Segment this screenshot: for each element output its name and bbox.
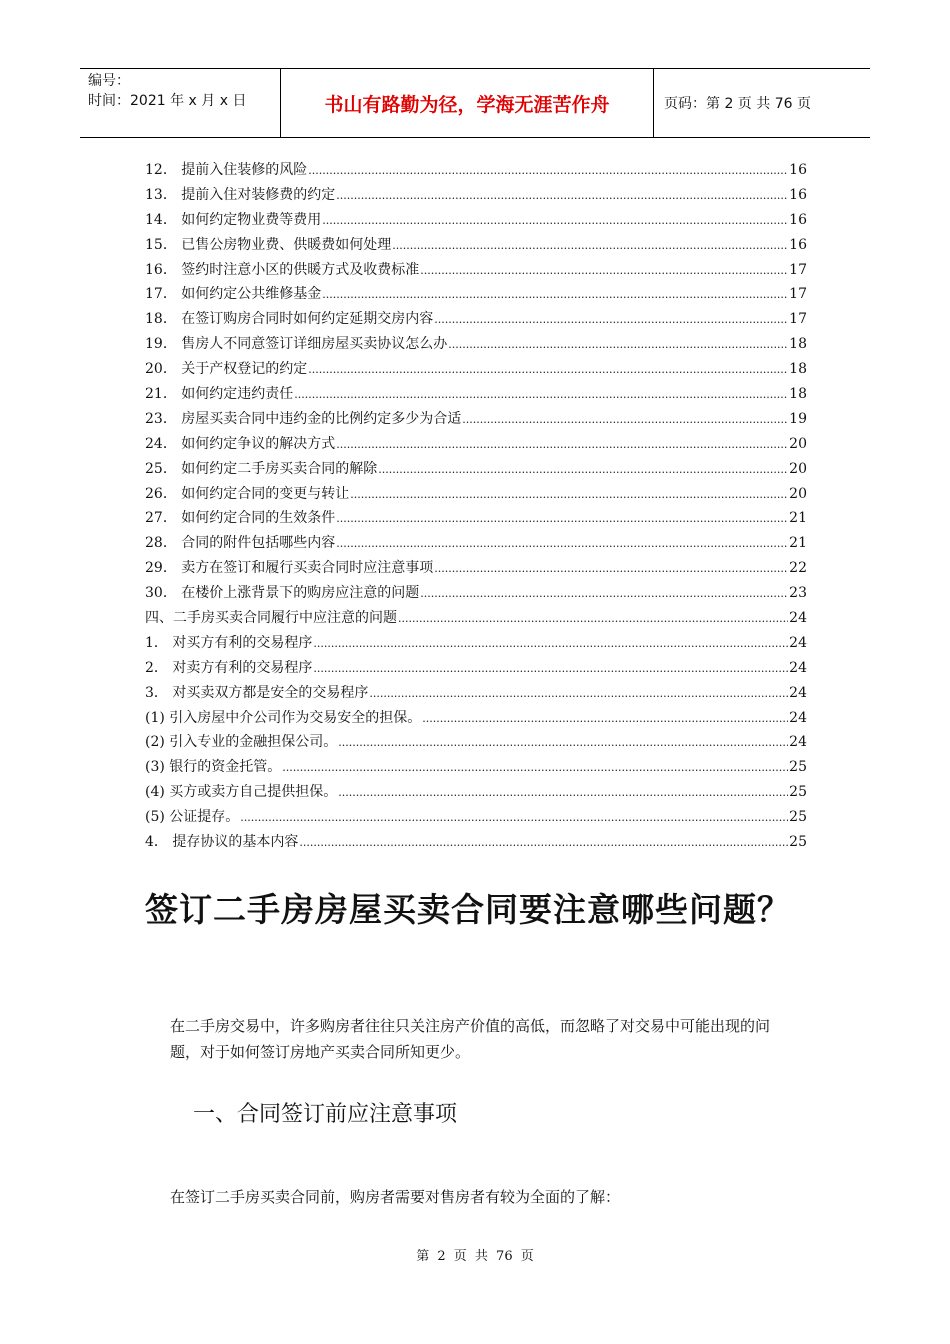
- toc-entry-label: 27． 如何约定合同的生效条件: [145, 510, 336, 527]
- toc-entry-page: 25: [789, 834, 807, 851]
- toc-entry-label: (1) 引入房屋中介公司作为交易安全的担保。: [145, 709, 422, 726]
- toc-leader-dots: [420, 259, 788, 284]
- page-footer: 第 2 页 共 76 页: [416, 1249, 534, 1264]
- toc-entry-page: 24: [789, 634, 807, 651]
- toc-entry[interactable]: [145, 581, 807, 606]
- toc-entry-page: 20: [789, 435, 807, 452]
- toc-leader-dots: [313, 657, 788, 682]
- toc-entry[interactable]: [145, 531, 807, 556]
- toc-leader-dots: [336, 184, 788, 209]
- toc-entry[interactable]: [145, 606, 807, 631]
- toc-entry-page: 18: [789, 336, 807, 353]
- toc-entry-label: 29． 卖方在签订和履行买卖合同时应注意事项: [145, 560, 434, 577]
- toc-entry[interactable]: [145, 382, 807, 407]
- toc-entry-label: 4． 提存协议的基本内容: [145, 834, 299, 851]
- toc-entry-page: 21: [789, 510, 807, 527]
- toc-entry-label: (4) 买方或卖方自己提供担保。: [145, 784, 338, 801]
- header-motto: 书山有路勤为径，学海无涯苦作舟: [281, 69, 654, 137]
- toc-entry[interactable]: [145, 282, 807, 307]
- toc-entry-label: 18． 在签订购房合同时如何约定延期交房内容: [145, 311, 434, 328]
- toc-entry-label: 16． 签约时注意小区的供暖方式及收费标准: [145, 261, 420, 278]
- toc-entry[interactable]: [145, 706, 807, 731]
- toc-entry[interactable]: [145, 258, 807, 283]
- toc-leader-dots: [350, 483, 788, 508]
- toc-entry[interactable]: [145, 482, 807, 507]
- toc-entry-label: 24． 如何约定争议的解决方式: [145, 435, 336, 452]
- toc-leader-dots: [434, 308, 788, 333]
- toc-entry-page: 24: [789, 610, 807, 627]
- toc-entry-label: 13． 提前入住对装修费的约定: [145, 186, 336, 203]
- document-time-label: 时间：2021 年 x 月 x 日: [88, 93, 247, 109]
- toc-entry[interactable]: [145, 332, 807, 357]
- toc-entry-label: 17． 如何约定公共维修基金: [145, 286, 322, 303]
- section-paragraph: 在签订二手房买卖合同前，购房者需要对售房者有较为全面的了解：: [170, 1188, 621, 1206]
- toc-entry-page: 25: [789, 809, 807, 826]
- toc-entry-page: 22: [789, 560, 807, 577]
- toc-leader-dots: [434, 557, 788, 582]
- toc-entry-page: 16: [789, 186, 807, 203]
- toc-entry-page: 18: [789, 361, 807, 378]
- intro-paragraph: 在二手房交易中，许多购房者往往只关注房产价值的高低，而忽略了对交易中可能出现的问题，对于如何签订房地产买卖合同所知更少。: [170, 1017, 771, 1061]
- toc-entry-page: 25: [789, 784, 807, 801]
- toc-leader-dots: [462, 408, 788, 433]
- toc-entry-page: 24: [789, 684, 807, 701]
- toc-entry[interactable]: [145, 556, 807, 581]
- toc-entry[interactable]: [145, 233, 807, 258]
- toc-leader-dots: [398, 607, 788, 632]
- toc-entry-label: 3． 对买卖双方都是安全的交易程序: [145, 684, 369, 701]
- toc-leader-dots: [282, 756, 788, 781]
- toc-entry-label: 20． 关于产权登记的约定: [145, 361, 308, 378]
- toc-entry-page: 25: [789, 759, 807, 776]
- toc-entry[interactable]: [145, 183, 807, 208]
- document-number-label: 编号：: [88, 73, 130, 89]
- toc-entry-label: 30． 在楼价上涨背景下的购房应注意的问题: [145, 585, 420, 602]
- toc-entry-label: 14． 如何约定物业费等费用: [145, 211, 322, 228]
- toc-leader-dots: [338, 731, 788, 756]
- main-title: 签订二手房房屋买卖合同要注意哪些问题？: [145, 890, 791, 929]
- toc-leader-dots: [422, 707, 788, 732]
- toc-entry-page: 19: [789, 410, 807, 427]
- toc-entry-page: 24: [789, 734, 807, 751]
- toc-leader-dots: [336, 433, 788, 458]
- toc-entry[interactable]: [145, 407, 807, 432]
- toc-entry[interactable]: [145, 631, 807, 656]
- toc-leader-dots: [294, 383, 788, 408]
- toc-entry[interactable]: [145, 208, 807, 233]
- table-of-contents: [145, 158, 807, 855]
- toc-entry-label: (2) 引入专业的金融担保公司。: [145, 734, 338, 751]
- toc-leader-dots: [378, 458, 788, 483]
- toc-entry[interactable]: [145, 780, 807, 805]
- document-header: [80, 68, 870, 138]
- toc-leader-dots: [420, 582, 788, 607]
- toc-leader-dots: [308, 159, 788, 184]
- toc-entry-label: 12． 提前入住装修的风险: [145, 162, 308, 178]
- toc-entry-label: (5) 公证提存。: [145, 809, 240, 826]
- toc-entry-page: 16: [789, 236, 807, 253]
- toc-leader-dots: [308, 358, 788, 383]
- toc-entry-page: 17: [789, 261, 807, 278]
- section-title: 一、合同签订前应注意事项: [193, 1102, 458, 1127]
- toc-leader-dots: [299, 831, 788, 856]
- toc-leader-dots: [313, 632, 788, 657]
- toc-entry-label: 28． 合同的附件包括哪些内容: [145, 535, 336, 552]
- toc-entry[interactable]: [145, 357, 807, 382]
- toc-entry[interactable]: [145, 457, 807, 482]
- toc-entry-page: 24: [789, 659, 807, 676]
- toc-entry-page: 24: [789, 709, 807, 726]
- header-page-info: 页码：第 2 页 共 76 页: [664, 96, 811, 112]
- toc-entry-page: 21: [789, 535, 807, 552]
- toc-entry-label: 四、二手房买卖合同履行中应注意的问题: [145, 610, 397, 627]
- toc-entry[interactable]: [145, 506, 807, 531]
- toc-entry-page: 20: [789, 460, 807, 477]
- toc-leader-dots: [448, 333, 788, 358]
- toc-leader-dots: [240, 806, 788, 831]
- toc-entry-label: 25． 如何约定二手房买卖合同的解除: [145, 460, 378, 477]
- toc-entry-label: 15． 已售公房物业费、供暖费如何处理: [145, 236, 392, 253]
- header-meta: [80, 69, 281, 137]
- toc-entry[interactable]: [145, 158, 807, 183]
- toc-leader-dots: [336, 532, 788, 557]
- toc-entry-page: 16: [789, 211, 807, 228]
- toc-entry-label: 19． 售房人不同意签订详细房屋买卖协议怎么办: [145, 336, 448, 353]
- toc-entry-label: 21． 如何约定违约责任: [145, 386, 294, 403]
- toc-entry-page: 16: [789, 162, 807, 178]
- toc-entry[interactable]: [145, 656, 807, 681]
- toc-entry-label: 26． 如何约定合同的变更与转让: [145, 485, 350, 502]
- toc-entry-label: 1． 对买方有利的交易程序: [145, 634, 313, 651]
- toc-entry[interactable]: [145, 730, 807, 755]
- toc-leader-dots: [338, 781, 788, 806]
- toc-entry-label: 2． 对卖方有利的交易程序: [145, 659, 313, 676]
- toc-entry-page: 23: [789, 585, 807, 602]
- toc-leader-dots: [369, 682, 788, 707]
- toc-entry[interactable]: [145, 432, 807, 457]
- toc-entry-page: 20: [789, 485, 807, 502]
- toc-entry[interactable]: [145, 307, 807, 332]
- toc-entry-page: 18: [789, 386, 807, 403]
- toc-entry-label: 23． 房屋买卖合同中违约金的比例约定多少为合适: [145, 410, 462, 427]
- toc-entry-label: (3) 银行的资金托管。: [145, 759, 282, 776]
- toc-entry[interactable]: [145, 755, 807, 780]
- toc-entry[interactable]: [145, 805, 807, 830]
- toc-leader-dots: [322, 283, 788, 308]
- toc-entry-page: 17: [789, 286, 807, 303]
- toc-leader-dots: [392, 234, 788, 259]
- toc-entry[interactable]: [145, 681, 807, 706]
- toc-leader-dots: [336, 507, 788, 532]
- toc-entry[interactable]: [145, 830, 807, 855]
- toc-leader-dots: [322, 209, 788, 234]
- toc-entry-page: 17: [789, 311, 807, 328]
